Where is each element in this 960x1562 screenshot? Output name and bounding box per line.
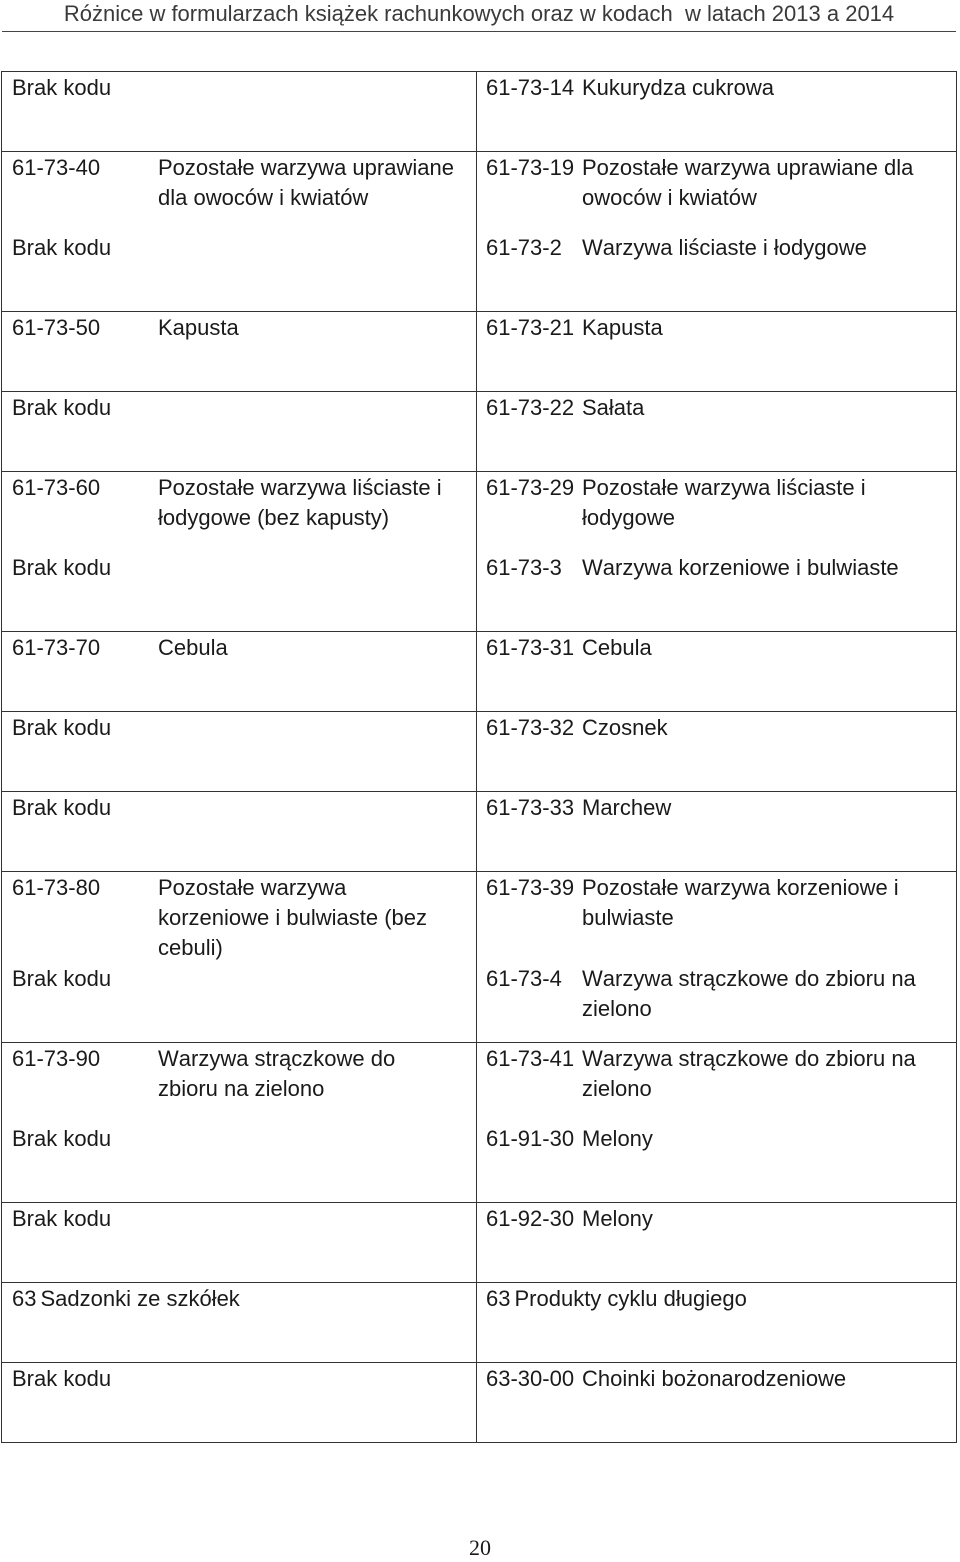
table-cell-2013 bbox=[2, 1363, 477, 1443]
page-header bbox=[2, 0, 956, 32]
table-cell-2014 bbox=[477, 712, 956, 792]
entry-code: 61-73-40 bbox=[12, 155, 101, 180]
entry-name: Pozostałe warzywa korzeniowe i bulwiaste bbox=[582, 875, 899, 930]
table-cell-2013 bbox=[2, 632, 477, 712]
entry-code: 61-73-21 bbox=[486, 315, 575, 340]
entry-code: Brak kodu bbox=[12, 795, 112, 820]
table-cell-2014 bbox=[477, 552, 956, 632]
entry-name: Kukurydza cukrowa bbox=[582, 75, 774, 100]
table-cell-2014 bbox=[477, 392, 956, 472]
table-cell-2014 bbox=[477, 1283, 956, 1363]
table-row-group bbox=[2, 632, 956, 712]
code-comparison-table bbox=[1, 71, 957, 1443]
entry-code: 61-73-3 bbox=[486, 555, 562, 580]
entry-code: 61-73-33 bbox=[486, 795, 575, 820]
table-cell-2013 bbox=[2, 712, 477, 792]
entry-name: Warzywa strączkowe do zbioru na zielono bbox=[582, 966, 916, 1021]
entry-code: 61-73-70 bbox=[12, 635, 101, 660]
entry-code: Brak kodu bbox=[12, 1366, 112, 1391]
entry-name: Pozostałe warzywa liściaste i łodygowe (bez kapusty) bbox=[158, 475, 442, 530]
entry-name: Kapusta bbox=[158, 315, 239, 340]
table-row-group bbox=[2, 312, 956, 392]
entry-name: Kapusta bbox=[582, 315, 663, 340]
table-row-group bbox=[2, 872, 956, 1043]
table-cell-2013 bbox=[2, 872, 477, 963]
entry-code: Brak kodu bbox=[12, 1206, 112, 1231]
table-cell-2013 bbox=[2, 392, 477, 472]
table-cell-2013 bbox=[2, 232, 477, 312]
entry-code: 61-73-32 bbox=[486, 715, 575, 740]
entry-code: 63 bbox=[12, 1286, 37, 1311]
table-cell-2013 bbox=[2, 963, 477, 1043]
entry-code: 61-73-80 bbox=[12, 875, 101, 900]
page-number: 20 bbox=[469, 1535, 491, 1560]
entry-code: 61-73-4 bbox=[486, 966, 562, 991]
entry-code: 61-92-30 bbox=[486, 1206, 575, 1231]
entry-name: Melony bbox=[582, 1126, 653, 1151]
entry-code: 61-73-14 bbox=[486, 75, 575, 100]
table-cell-2014 bbox=[477, 232, 956, 312]
entry-code: 61-91-30 bbox=[486, 1126, 575, 1151]
table-cell-2014 bbox=[477, 1363, 956, 1443]
entry-code: Brak kodu bbox=[12, 966, 112, 991]
table-cell-2014 bbox=[477, 152, 956, 232]
entry-code: 61-73-50 bbox=[12, 315, 101, 340]
entry-name: Choinki bożonarodzeniowe bbox=[582, 1366, 847, 1391]
table-row-group bbox=[2, 1043, 956, 1203]
entry-name: Sadzonki ze szkółek bbox=[40, 1286, 240, 1311]
table-cell-2013 bbox=[2, 1123, 477, 1203]
table-cell-2013 bbox=[2, 1043, 477, 1123]
entry-code: 61-73-22 bbox=[486, 395, 575, 420]
entry-name: Warzywa strączkowe do zbioru na zielono bbox=[582, 1046, 916, 1101]
table-cell-2013 bbox=[2, 792, 477, 872]
table-cell-2013 bbox=[2, 72, 477, 152]
table-cell-2014 bbox=[477, 472, 956, 552]
table-row-group bbox=[2, 72, 956, 152]
table-row-group bbox=[2, 1203, 956, 1283]
entry-name: Warzywa korzeniowe i bulwiaste bbox=[582, 555, 899, 580]
entry-code: 61-73-41 bbox=[486, 1046, 575, 1071]
entry-code: 61-73-31 bbox=[486, 635, 575, 660]
table-row-group bbox=[2, 472, 956, 632]
entry-code: Brak kodu bbox=[12, 395, 112, 420]
entry-code: 61-73-2 bbox=[486, 235, 562, 260]
entry-code: Brak kodu bbox=[12, 235, 112, 260]
entry-name: Pozostałe warzywa uprawiane dla owoców i kwiatów bbox=[582, 155, 914, 210]
table-cell-2013 bbox=[2, 552, 477, 632]
entry-code: 61-73-60 bbox=[12, 475, 101, 500]
entry-code: Brak kodu bbox=[12, 1126, 112, 1151]
entry-name: Pozostałe warzywa uprawiane dla owoców i kwiatów bbox=[158, 155, 454, 210]
entry-name: Warzywa liściaste i łodygowe bbox=[582, 235, 867, 260]
entry-code: 61-73-90 bbox=[12, 1046, 101, 1071]
entry-name: Warzywa strączkowe do zbioru na zielono bbox=[158, 1046, 396, 1101]
table-cell-2014 bbox=[477, 963, 956, 1043]
table-cell-2014 bbox=[477, 1203, 956, 1283]
table-row-group bbox=[2, 152, 956, 312]
entry-name: Melony bbox=[582, 1206, 653, 1231]
table-cell-2014 bbox=[477, 1123, 956, 1203]
table-cell-2014 bbox=[477, 72, 956, 152]
table-cell-2014 bbox=[477, 1043, 956, 1123]
entry-name: Marchew bbox=[582, 795, 672, 820]
table-cell-2013 bbox=[2, 1203, 477, 1283]
table-row-group bbox=[2, 392, 956, 472]
table-row-group bbox=[2, 1363, 956, 1443]
entry-code: Brak kodu bbox=[12, 555, 112, 580]
page-title: Różnice w formularzach książek rachunkowych oraz w kodach w latach 2013 a 2014 bbox=[63, 1, 895, 26]
entry-code: Brak kodu bbox=[12, 75, 112, 100]
table-row-group bbox=[2, 792, 956, 872]
entry-code: 63 bbox=[486, 1286, 511, 1311]
entry-name: Pozostałe warzywa korzeniowe i bulwiaste (bez cebuli) bbox=[158, 875, 428, 960]
table-cell-2013 bbox=[2, 152, 477, 232]
table-row-group bbox=[2, 1283, 956, 1363]
entry-name: Pozostałe warzywa liściaste i łodygowe bbox=[582, 475, 866, 530]
table-cell-2013 bbox=[2, 1283, 477, 1363]
table-row-group bbox=[2, 712, 956, 792]
entry-name: Czosnek bbox=[582, 715, 668, 740]
entry-code: 61-73-39 bbox=[486, 875, 575, 900]
entry-code: 63-30-00 bbox=[486, 1366, 575, 1391]
entry-code: Brak kodu bbox=[12, 715, 112, 740]
table-cell-2013 bbox=[2, 472, 477, 552]
table-cell-2014 bbox=[477, 792, 956, 872]
entry-name: Cebula bbox=[158, 635, 228, 660]
entry-code: 61-73-29 bbox=[486, 475, 575, 500]
table-cell-2014 bbox=[477, 632, 956, 712]
entry-name: Produkty cyklu długiego bbox=[514, 1286, 747, 1311]
table-cell-2014 bbox=[477, 872, 956, 963]
table-cell-2014 bbox=[477, 312, 956, 392]
entry-name: Cebula bbox=[582, 635, 652, 660]
entry-name: Sałata bbox=[582, 395, 645, 420]
entry-code: 61-73-19 bbox=[486, 155, 575, 180]
table-cell-2013 bbox=[2, 312, 477, 392]
